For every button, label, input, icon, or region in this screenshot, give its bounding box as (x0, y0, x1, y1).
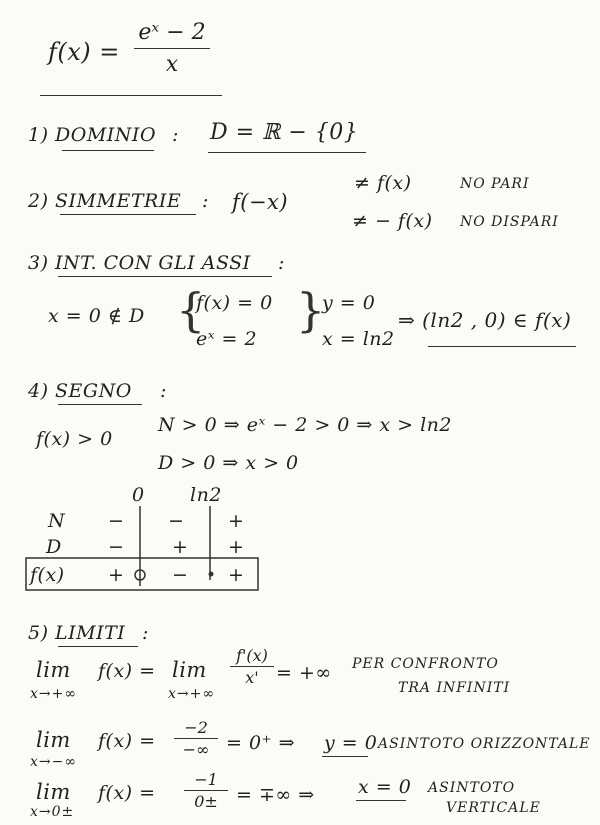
limit3-asymptote-underline (356, 800, 406, 801)
limit3-lim: lim (36, 780, 71, 804)
table-f-sign-3: + (228, 564, 245, 586)
limits-colon: : (142, 622, 149, 644)
symmetry-line-even: ≠ f(x) (354, 172, 412, 194)
system-brace-right: } (296, 283, 326, 337)
section-symmetry-label: 2) SIMMETRIE (28, 190, 182, 212)
system1-line1: f(x) = 0 (196, 292, 273, 314)
limit3-asymptote: x = 0 (358, 776, 412, 798)
limit1-sub: x→+∞ (30, 686, 78, 702)
limit2-den: −∞ (182, 740, 210, 759)
limit1-sub2: x→+∞ (168, 686, 216, 702)
symmetry-lhs: f(−x) (232, 190, 289, 214)
limit2-sub: x→−∞ (30, 754, 78, 770)
intersections-colon: : (278, 252, 285, 274)
symmetry-colon: : (202, 190, 209, 212)
table-col-zero: 0 (132, 484, 145, 506)
limit3-note2: VERTICALE (446, 800, 541, 816)
domain-colon: : (172, 124, 179, 146)
limit3-num: −1 (194, 770, 218, 789)
table-row-n-label: N (48, 510, 66, 532)
limit3-note1: ASINTOTO (428, 780, 516, 796)
table-col-ln2: ln2 (190, 484, 222, 506)
function-lhs: f(x) = (48, 38, 120, 66)
table-row-d-label: D (46, 536, 62, 558)
limit1-result: = +∞ (276, 662, 332, 684)
limit1-note2: TRA INFINITI (398, 680, 511, 696)
symmetry-note-odd: NO DISPARI (460, 214, 559, 230)
limit1-num: f'(x) (236, 646, 268, 665)
limit2-asymptote: y = 0 (324, 732, 378, 754)
section-limits-label: 5) LIMITI (28, 622, 126, 644)
symmetry-note-even: NO PARI (460, 176, 530, 192)
system2-line2: x = ln2 (322, 328, 395, 350)
table-d-sign-3: + (228, 536, 245, 558)
table-row-f-label: f(x) (30, 564, 65, 586)
table-d-sign-2: + (172, 536, 189, 558)
sign-numerator: N > 0 ⇒ eˣ − 2 > 0 ⇒ x > ln2 (158, 414, 452, 436)
table-n-sign-3: + (228, 510, 245, 532)
limits-underline (58, 646, 138, 647)
function-numerator: eˣ − 2 (138, 20, 206, 45)
limit3-den: 0± (194, 792, 218, 811)
table-d-sign-1: − (108, 536, 125, 558)
intersection-x0: x = 0 ∉ D (48, 305, 145, 327)
table-f-sign-2: − (172, 564, 189, 586)
limit2-f: f(x) = (98, 730, 156, 752)
limit3-sub: x→0± (30, 804, 75, 820)
limit1-den: x' (245, 668, 259, 687)
system2-line1: y = 0 (322, 292, 376, 314)
section-domain-label: 1) DOMINIO (28, 124, 157, 146)
limit2-num: −2 (184, 718, 208, 737)
sign-colon: : (160, 380, 167, 402)
function-denominator: x (165, 52, 179, 77)
symmetry-line-odd: ≠ − f(x) (352, 210, 433, 232)
table-n-sign-1: − (108, 510, 125, 532)
limit1-lim2: lim (172, 658, 207, 682)
limit1-note1: PER CONFRONTO (352, 656, 499, 672)
limit3-f: f(x) = (98, 782, 156, 804)
domain-equation: D = ℝ − {0} (210, 120, 359, 145)
sign-denominator: D > 0 ⇒ x > 0 (158, 452, 299, 474)
sign-condition: f(x) > 0 (36, 428, 113, 450)
table-n-sign-2: − (168, 510, 185, 532)
table-f-sign-1: + (108, 564, 125, 586)
limit2-note: ASINTOTO ORIZZONTALE (378, 736, 591, 752)
limit3-fraction (184, 770, 228, 811)
section-intersections-label: 3) INT. CON GLI ASSI (28, 252, 251, 274)
limit2-asymptote-underline (322, 756, 368, 757)
limit3-result: = ∓∞ ⇒ (236, 784, 315, 806)
limit1-f: f(x) = (98, 660, 156, 682)
system-brace-left: { (176, 283, 206, 337)
limit2-result: = 0⁺ ⇒ (226, 732, 296, 754)
system1-line2: eˣ = 2 (196, 328, 258, 350)
section-sign-label: 4) SEGNO (28, 380, 132, 402)
limit1-fraction (230, 646, 274, 687)
intersection-result: ⇒ (ln2 , 0) ∈ f(x) (398, 308, 572, 332)
limit1-lim: lim (36, 658, 71, 682)
limit2-lim: lim (36, 728, 71, 752)
limit2-fraction (174, 718, 218, 759)
